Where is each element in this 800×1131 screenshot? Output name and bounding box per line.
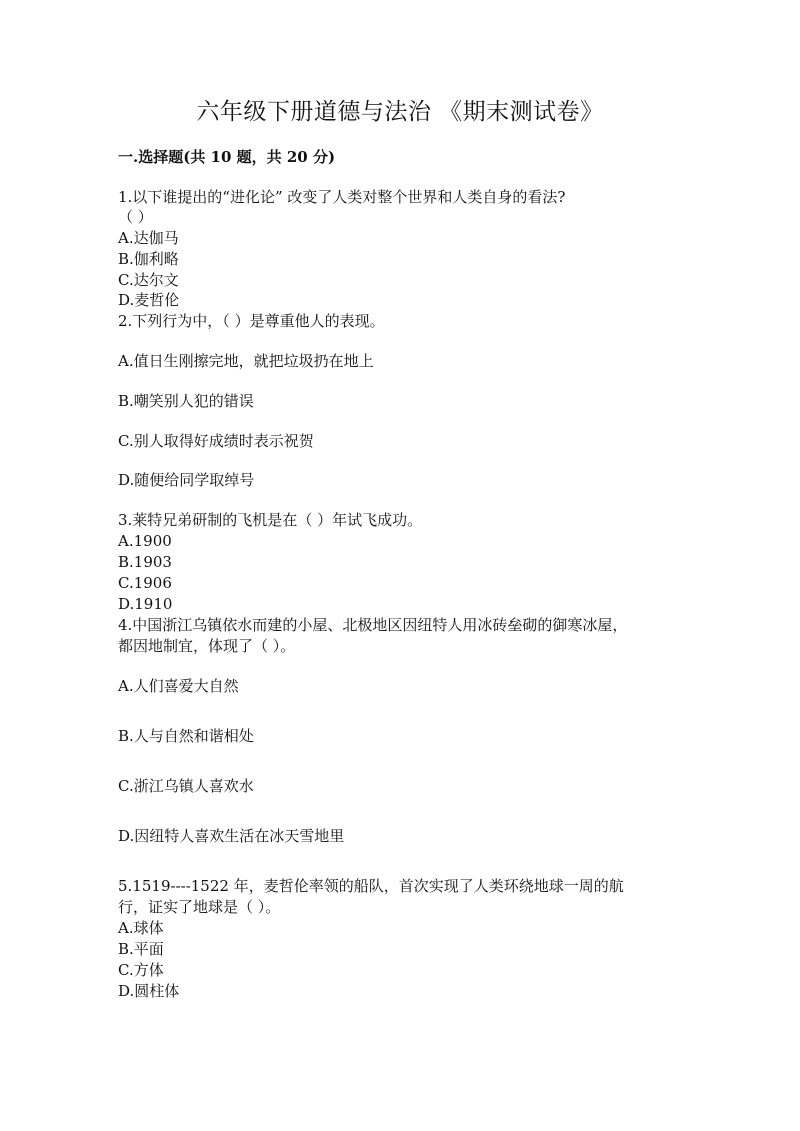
- question-1-option-b: B.伽利略: [118, 250, 179, 268]
- question-4-stem-line-2: 都因地制宜，体现了（ ）。: [118, 637, 296, 655]
- question-2-option-c: C.别人取得好成绩时表示祝贺: [118, 432, 314, 450]
- question-1-option-c: C.达尔文: [118, 271, 179, 289]
- question-3-option-a: A.1900: [118, 532, 172, 550]
- question-2-option-b: B.嘲笑别人犯的错误: [118, 392, 254, 410]
- question-3-stem-line-1: 3.莱特兄弟研制的飞机是在（ ）年试飞成功。: [118, 511, 423, 529]
- question-4-option-c: C.浙江乌镇人喜欢水: [118, 777, 254, 795]
- question-5-option-c: C.方体: [118, 961, 164, 979]
- question-1-stem-line-1: 1.以下谁提出的“进化论” 改变了人类对整个世界和人类自身的看法?: [118, 188, 566, 206]
- question-4-option-a: A.人们喜爱大自然: [118, 677, 239, 695]
- question-5-option-d: D.圆柱体: [118, 982, 180, 1000]
- section-heading: 一.选择题(共 10 题，共 20 分): [118, 148, 336, 166]
- question-1-option-a: A.达伽马: [118, 229, 179, 247]
- question-1-stem-line-2: （ ）: [118, 208, 153, 226]
- question-4-stem-line-1: 4.中国浙江乌镇依水而建的小屋、北极地区因纽特人用冰砖垒砌的御寒冰屋，: [118, 616, 628, 634]
- question-5-option-b: B.平面: [118, 940, 164, 958]
- question-2-stem-line-1: 2.下列行为中，（ ）是尊重他人的表现。: [118, 312, 385, 330]
- question-5-stem-line-1: 5.1519----1522 年，麦哲伦率领的船队，首次实现了人类环绕地球一周的航: [118, 877, 624, 895]
- question-3-option-b: B.1903: [118, 553, 172, 571]
- question-4-option-b: B.人与自然和谐相处: [118, 727, 254, 745]
- question-3-option-d: D.1910: [118, 595, 173, 613]
- question-5-option-a: A.球体: [118, 919, 164, 937]
- question-3-option-c: C.1906: [118, 574, 172, 592]
- question-2-option-d: D.随便给同学取绰号: [118, 471, 255, 489]
- page-title: 六年级下册道德与法治 《期末测试卷》: [196, 99, 604, 125]
- question-5-stem-line-2: 行，证实了地球是（ ）。: [118, 898, 281, 916]
- question-4-option-d: D.因纽特人喜欢生活在冰天雪地里: [118, 827, 345, 845]
- question-2-option-a: A.值日生刚擦完地，就把垃圾扔在地上: [118, 352, 374, 370]
- question-1-option-d: D.麦哲伦: [118, 291, 180, 309]
